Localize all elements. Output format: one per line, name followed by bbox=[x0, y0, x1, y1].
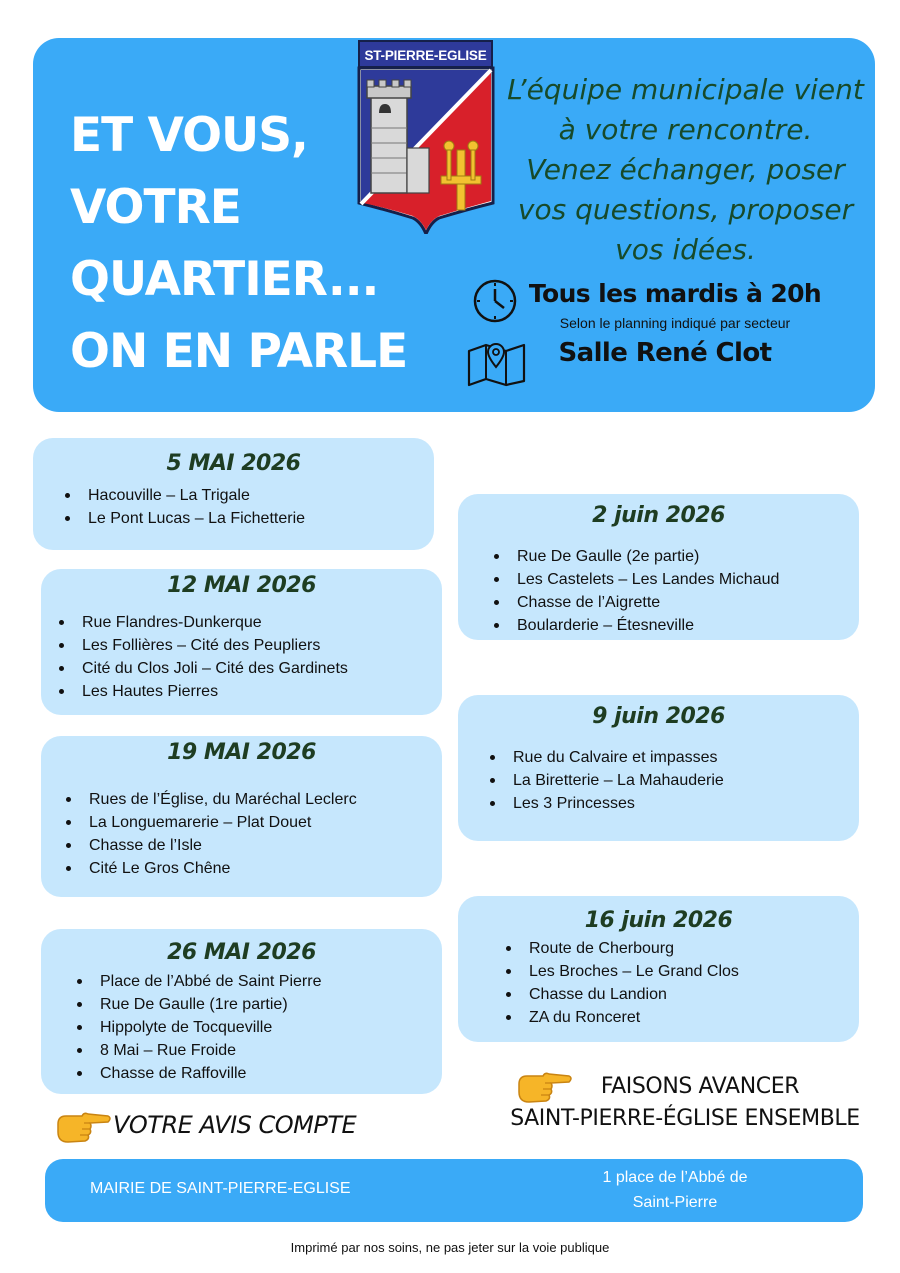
list-item: Rue du Calvaire et impasses bbox=[489, 746, 724, 769]
list-item: Boularderie – Étesneville bbox=[493, 614, 779, 637]
intro-line: vos idées. bbox=[615, 233, 756, 266]
list-item: Les Follières – Cité des Peupliers bbox=[58, 634, 348, 657]
date-card bbox=[41, 736, 442, 897]
headline-line: ON EN PARLE bbox=[70, 324, 408, 379]
list-item: Rue De Gaulle (1re partie) bbox=[76, 993, 321, 1016]
street-list bbox=[65, 788, 357, 880]
list-item: Place de l’Abbé de Saint Pierre bbox=[76, 970, 321, 993]
street-list bbox=[489, 746, 724, 815]
crest-label: ST-PIERRE-EGLISE bbox=[358, 40, 493, 68]
intro-line: à votre rencontre. bbox=[558, 113, 813, 146]
street-list bbox=[505, 937, 739, 1029]
list-item: Rues de l’Église, du Maréchal Leclerc bbox=[65, 788, 357, 811]
date-card bbox=[33, 438, 434, 550]
list-item: Cité du Clos Joli – Cité des Gardinets bbox=[58, 657, 348, 680]
print-notice: Imprimé par nos soins, ne pas jeter sur la voie publique bbox=[290, 1240, 610, 1255]
list-item: Route de Cherbourg bbox=[505, 937, 739, 960]
list-item: ZA du Ronceret bbox=[505, 1006, 739, 1029]
pointing-hand-icon bbox=[54, 1106, 112, 1148]
date-card bbox=[458, 695, 859, 841]
coat-of-arms bbox=[355, 38, 497, 234]
date-title: 16 juin 2026 bbox=[584, 908, 733, 933]
street-list bbox=[64, 484, 305, 530]
list-item: Cité Le Gros Chêne bbox=[65, 857, 357, 880]
list-item: Le Pont Lucas – La Fichetterie bbox=[64, 507, 305, 530]
meeting-time: Tous les mardis à 20h bbox=[528, 279, 822, 308]
intro-line: Venez échanger, poser bbox=[526, 153, 845, 186]
headline-line: VOTRE bbox=[70, 180, 241, 235]
slogan-faisons bbox=[505, 1071, 865, 1135]
slogan-line: SAINT-PIERRE-ÉGLISE ENSEMBLE bbox=[510, 1106, 860, 1131]
list-item: Les Broches – Le Grand Clos bbox=[505, 960, 739, 983]
list-item: Les 3 Princesses bbox=[489, 792, 724, 815]
mairie-name: MAIRIE DE SAINT-PIERRE-EGLISE bbox=[90, 1180, 351, 1197]
date-card bbox=[41, 569, 442, 715]
date-card bbox=[458, 896, 859, 1042]
date-title: 2 juin 2026 bbox=[592, 503, 725, 528]
date-title: 26 MAI 2026 bbox=[167, 940, 316, 965]
street-list bbox=[76, 970, 321, 1085]
list-item: Hippolyte de Tocqueville bbox=[76, 1016, 321, 1039]
list-item: Chasse de l’Aigrette bbox=[493, 591, 779, 614]
list-item: Chasse du Landion bbox=[505, 983, 739, 1006]
meeting-schedule-note: Selon le planning indiqué par secteur bbox=[559, 315, 791, 331]
date-title: 9 juin 2026 bbox=[592, 704, 725, 729]
list-item: Rue De Gaulle (2e partie) bbox=[493, 545, 779, 568]
street-list bbox=[493, 545, 779, 637]
mairie-address bbox=[570, 1165, 780, 1215]
slogan-line: FAISONS AVANCER bbox=[600, 1074, 800, 1099]
list-item: Chasse de Raffoville bbox=[76, 1062, 321, 1085]
date-title: 5 MAI 2026 bbox=[166, 451, 301, 476]
address-line: 1 place de l’Abbé de bbox=[602, 1169, 748, 1186]
intro-text bbox=[498, 70, 873, 270]
date-title: 12 MAI 2026 bbox=[167, 573, 316, 598]
map-icon bbox=[466, 339, 528, 387]
intro-line: vos questions, proposer bbox=[517, 193, 854, 226]
date-title: 19 MAI 2026 bbox=[167, 740, 316, 765]
list-item: La Biretterie – La Mahauderie bbox=[489, 769, 724, 792]
list-item: La Longuemarerie – Plat Douet bbox=[65, 811, 357, 834]
headline-line: ET VOUS, bbox=[70, 108, 308, 163]
list-item: 8 Mai – Rue Froide bbox=[76, 1039, 321, 1062]
clock-icon bbox=[472, 278, 518, 324]
street-list bbox=[58, 611, 348, 703]
list-item: Rue Flandres-Dunkerque bbox=[58, 611, 348, 634]
list-item: Hacouville – La Trigale bbox=[64, 484, 305, 507]
meeting-place: Salle René Clot bbox=[558, 338, 772, 368]
address-line: Saint-Pierre bbox=[632, 1194, 718, 1211]
intro-line: L’équipe municipale vient bbox=[507, 73, 864, 106]
list-item: Les Hautes Pierres bbox=[58, 680, 348, 703]
date-card bbox=[41, 929, 442, 1094]
date-card bbox=[458, 494, 859, 640]
list-item: Chasse de l’Isle bbox=[65, 834, 357, 857]
slogan-avis: VOTRE AVIS COMPTE bbox=[113, 1111, 357, 1139]
list-item: Les Castelets – Les Landes Michaud bbox=[493, 568, 779, 591]
headline-line: QUARTIER... bbox=[70, 252, 379, 307]
